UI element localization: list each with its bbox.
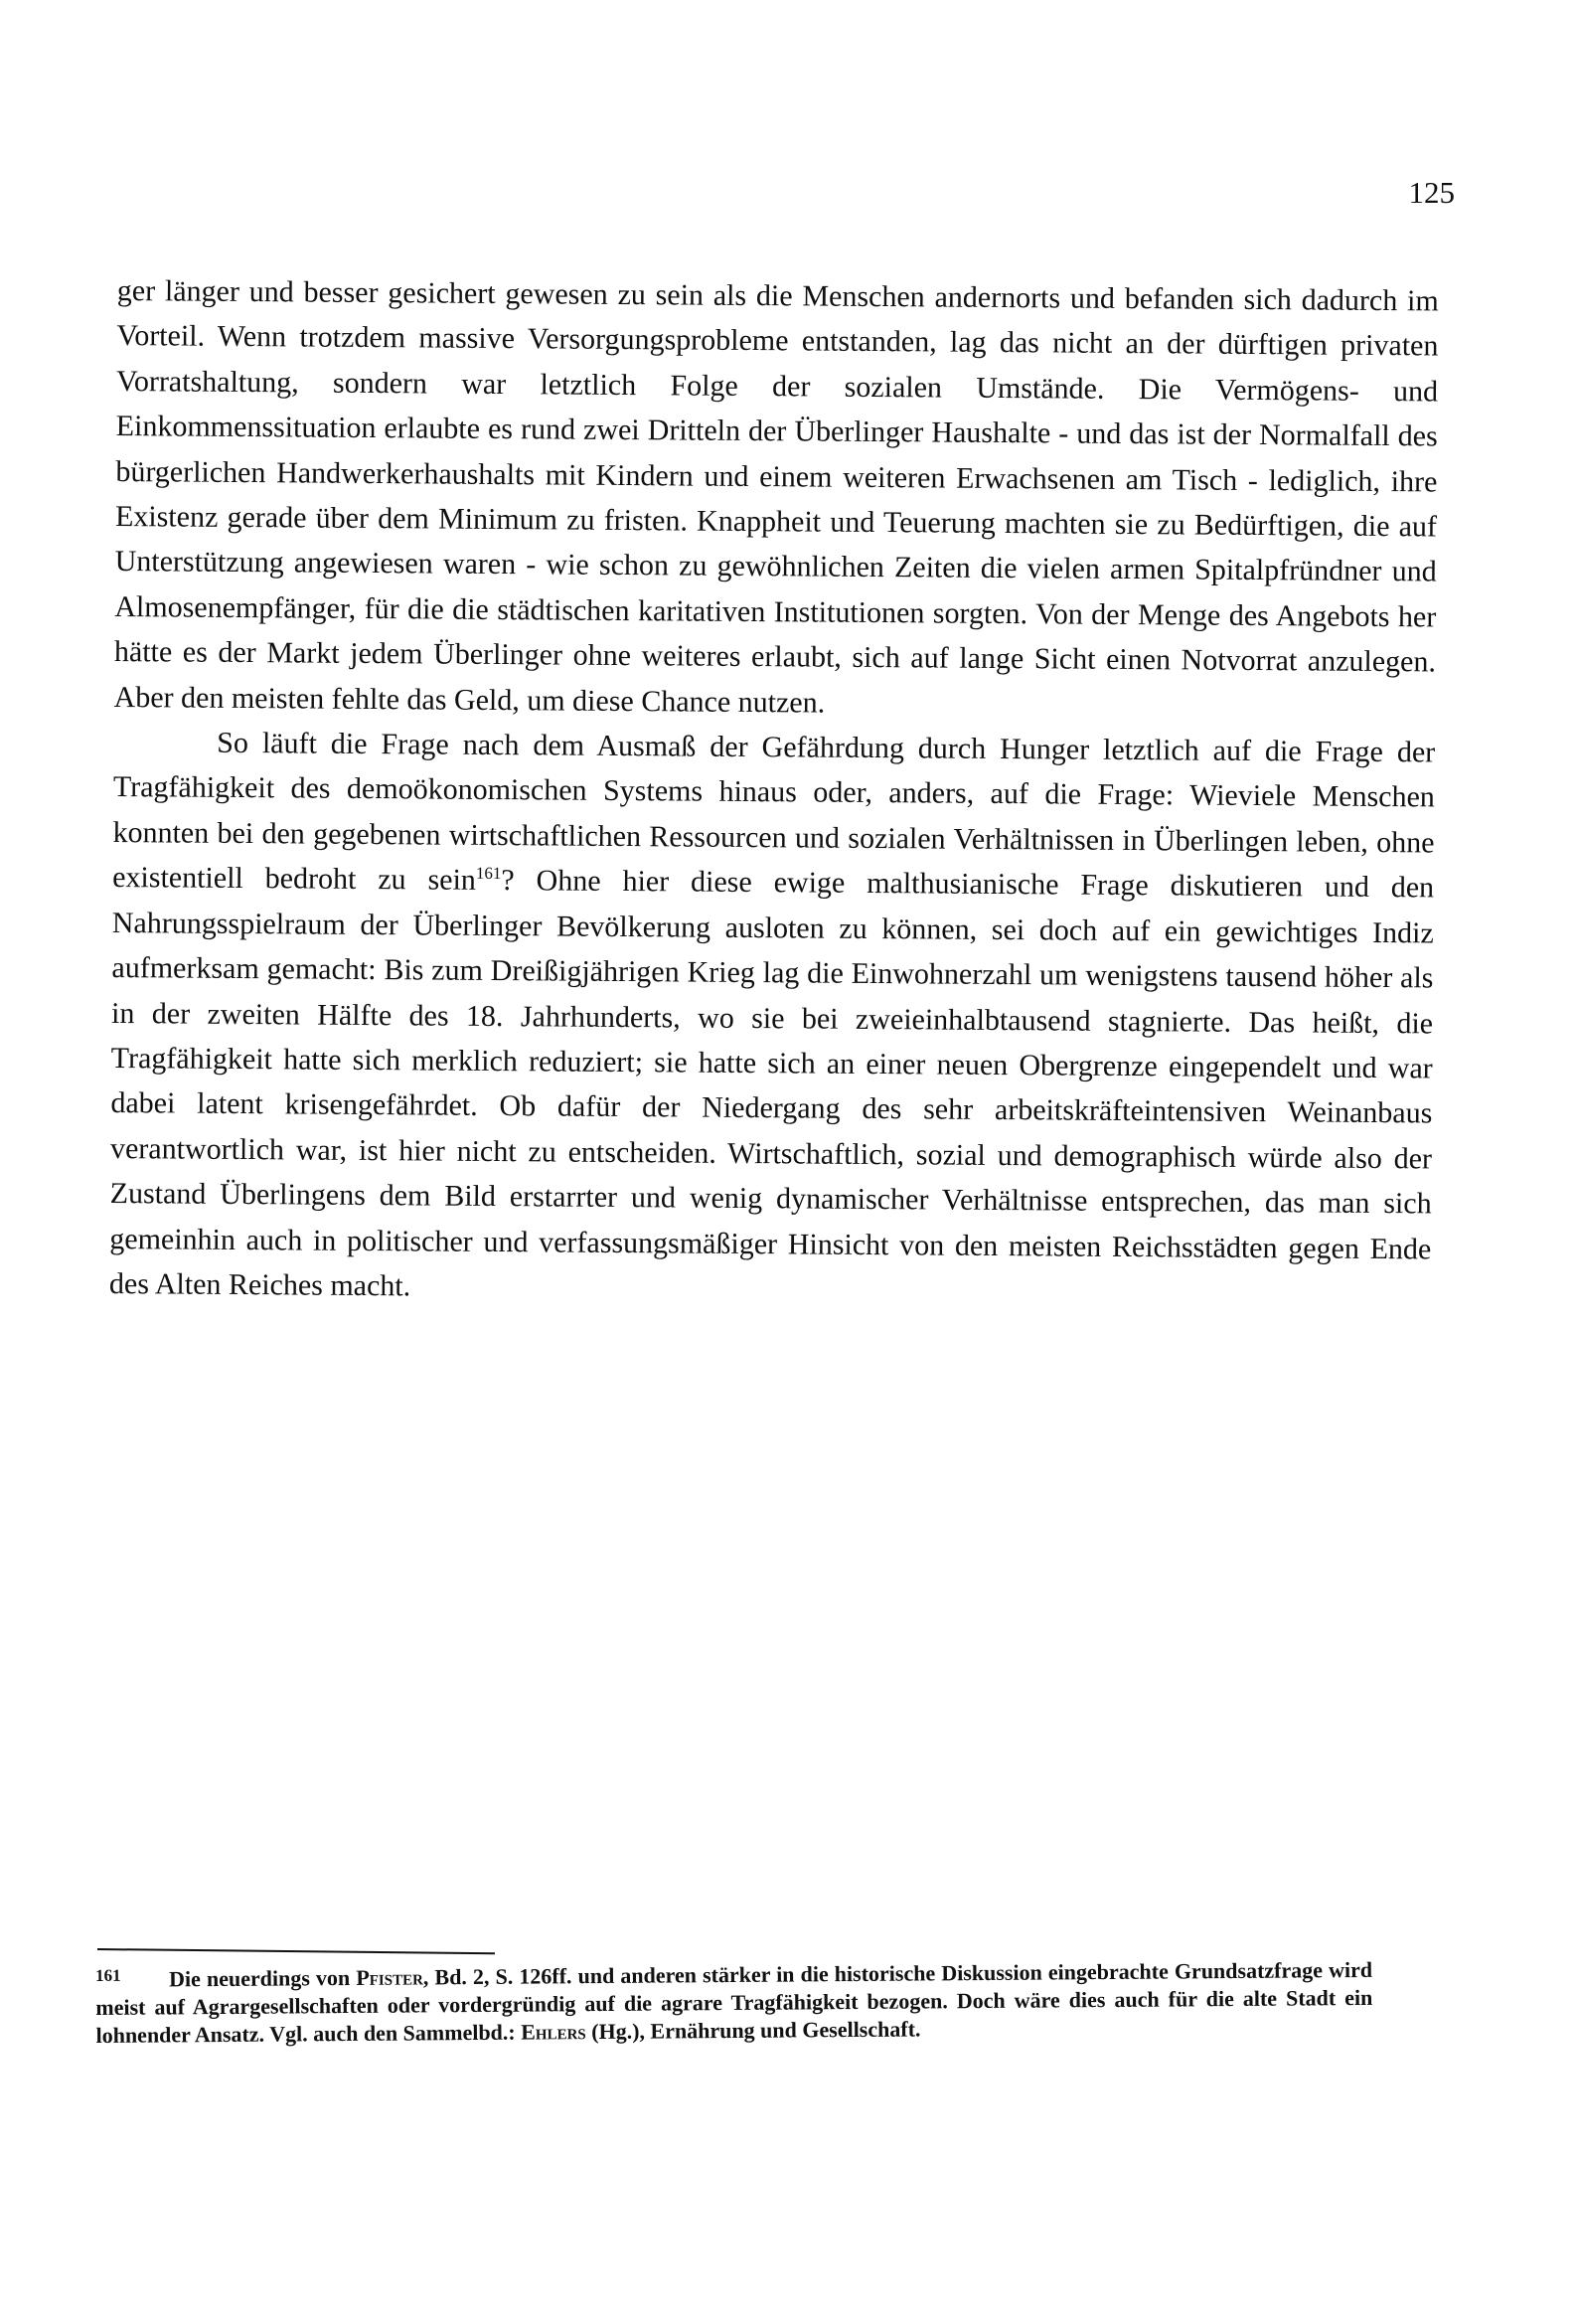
footnote-author-ehlers: Ehlers: [521, 2019, 586, 2045]
footnote-161: [95, 1956, 1373, 2050]
paragraph-text-start: So läuft die Frage nach dem Ausmaß der Gefährdung durch Hunger letztlich auf die Frage der Tragfähigkeit des demoökonomischen Systems hinaus oder, anders, auf die Frage: Wieviele Menschen konnten bei den gegebenen wirtschaftlichen Ressourcen und sozialen Verhältnissen in Überlingen leben, ohne existentiell bedroht zu sein: [112, 726, 1436, 898]
footnote-text-1: Die neuerdings von: [169, 1964, 357, 1992]
footnote-number: 161: [95, 1965, 121, 1985]
footnotes: [95, 1956, 1373, 2050]
footnote-author-pfister: Pfister: [356, 1964, 423, 1990]
footnote-separator: [97, 1948, 495, 1954]
paragraph-continuation: ger länger und besser gesichert gewesen zu sein als die Menschen andernorts und befanden sich dadurch im Vorteil. Wenn trotzdem massive Versorgungsprobleme entstanden, lag das nicht an der dürftigen privaten Vorratshaltung, sondern war letztlich Folge der sozialen Umstände. Die Vermögens- und Einkommenssituation erlaubte es rund zwei Dritteln der Überlinger Haushalte - und das ist der Normalfall des bürgerlichen Handwerkerhaushalts mit Kindern und einem weiteren Erwachsenen am Tisch - lediglich, ihre Existenz gerade über dem Minimum zu fristen. Knappheit und Teuerung machten sie zu Bedürftigen, die auf Unterstützung angewiesen waren - wie schon zu gewöhnlichen Zeiten die vielen armen Spitalpfründner und Almosenempfänger, für die die städtischen karitativen Institutionen sorgten. Von der Menge des Angebots her hätte es der Markt jedem Überlinger ohne weiteres erlaubt, sich auf lange Sicht einen Notvorrat anzulegen. Aber den meisten fehlte das Geld, um diese Chance nutzen.: [113, 273, 1439, 720]
footnote-text-2: , Bd. 2, S. 126ff. und anderen stärker in die historische Diskussion eingebrachte Grundsatzfrage wird meist auf Agrargesellschaften oder vordergründig auf die agrare Tragfähigkeit bezogen. Doch wäre dies auch für die alte Stadt ein lohnender Ansatz. Vgl. auch den Sammelbd.:: [95, 1956, 1373, 2048]
paragraph-text-end: ? Ohne hier diese ewige malthusianische Frage diskutieren und den Nahrungsspielraum der Überlinger Bevölkerung ausloten zu können, sei doch auf ein gewichtiges Indiz aufmerksam gemacht: Bis zum Dreißigjährigen Krieg lag die Einwohnerzahl um wenigstens tausend höher als in der zweiten Hälfte des 18. Jahrhunderts, wo sie bei zweieinhalbtausend stagnierte. Das heißt, die Tragfähigkeit hatte sich merklich reduziert; sie hatte sich an einer neuen Obergrenze eingependelt und war dabei latent krisengefährdet. Ob dafür der Niedergang des sehr arbeitskräfteintensiven Weinanbaus verantwortlich war, ist hier nicht zu entscheiden. Wirtschaftlich, sozial und demographisch würde also der Zustand Überlingens dem Bild erstarrter und wenig dynamischer Verhältnisse entsprechen, das man sich gemeinhin auch in politischer und verfassungsmäßiger Hinsicht von den meisten Reichsstädten gegen Ende des Alten Reiches macht.: [108, 864, 1435, 1303]
footnote-reference[interactable]: 161: [475, 864, 502, 884]
footnote-text-3: (Hg.), Ernährung und Gesellschaft.: [585, 2016, 921, 2045]
page-number: 125: [1408, 175, 1455, 210]
body-text: [109, 268, 1439, 1317]
paragraph-tragfaehigkeit: [109, 720, 1436, 1317]
